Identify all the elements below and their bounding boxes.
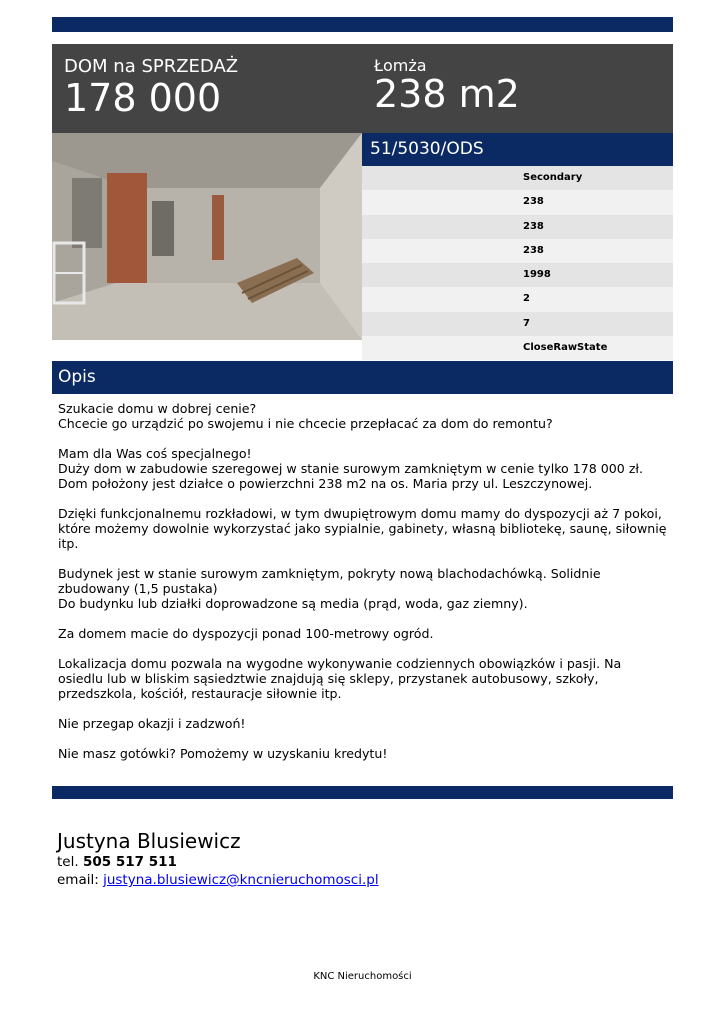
description-line: Dom położony jest działce o powierzchni 238 m2 na os. Maria przy ul. Leszczynowej.: [58, 476, 593, 491]
description-line: Mam dla Was coś specjalnego!: [58, 446, 252, 461]
description-line: Nie przegap okazji i zadzwoń!: [58, 716, 246, 731]
param-row: 1998: [362, 263, 673, 287]
description-paragraph: [58, 566, 670, 611]
listing-area: 238 m2: [374, 72, 520, 116]
listing-type: DOM na SPRZEDAŻ: [64, 56, 239, 77]
description-paragraph: [58, 656, 670, 701]
description-line: Szukacie domu w dobrej cenie?: [58, 401, 257, 416]
property-photo-image: [52, 133, 362, 340]
description-line: Lokalizacja domu pozwala na wygodne wykonywanie codziennych obowiązków i pasji. Na osiedlu lub w bliskim sąsiedztwie znajdują się sklepy, przystanek autobusowy, szkoły, przedszkola, kościół, restauracje siłownie itp.: [58, 656, 622, 701]
param-row: 2: [362, 287, 673, 311]
agent-email-line: [57, 871, 379, 889]
property-photo: [52, 133, 362, 340]
parameters-table: [362, 166, 673, 360]
listing-header: [52, 44, 673, 133]
param-row: 238: [362, 190, 673, 214]
description-heading: Opis: [52, 361, 673, 394]
description-body: [58, 401, 670, 761]
description-line: Za domem macie do dyspozycji ponad 100-metrowy ogród.: [58, 626, 434, 641]
agent-phone-line: [57, 853, 379, 871]
description-paragraph: [58, 626, 670, 641]
agent-email-label: email:: [57, 872, 99, 888]
listing-price: 178 000: [64, 76, 222, 120]
description-line: Nie masz gotówki? Pomożemy w uzyskaniu kredytu!: [58, 746, 388, 761]
description-paragraph: [58, 401, 670, 431]
agent-phone: 505 517 511: [82, 854, 177, 870]
agent-email-link[interactable]: justyna.blusiewicz@kncnieruchomosci.pl: [103, 872, 379, 888]
description-line: Dzięki funkcjonalnemu rozkładowi, w tym dwupiętrowym domu mamy do dyspozycji aż 7 pokoi, które możemy dowolnie wykorzystać jako sypialnie, gabinety, własną bibliotekę, saunę, siłownię itp.: [58, 506, 667, 551]
section-divider-bar: [52, 786, 673, 799]
description-line: Chcecie go urządzić po swojemu i nie chcecie przepłacać za dom do remontu?: [58, 416, 553, 431]
agent-contact: [57, 829, 379, 889]
top-accent-bar: [52, 17, 673, 32]
description-line: Budynek jest w stanie surowym zamkniętym, pokryty nową blachodachówką. Solidnie zbudowany (1,5 pustaka): [58, 566, 601, 596]
listing-city: Łomża: [374, 56, 427, 75]
agent-name: Justyna Blusiewicz: [57, 829, 241, 853]
description-paragraph: [58, 506, 670, 551]
description-paragraph: [58, 446, 670, 491]
description-paragraph: [58, 716, 670, 731]
agent-phone-label: tel.: [57, 854, 79, 870]
param-row: 238: [362, 215, 673, 239]
description-paragraph: [58, 746, 670, 761]
description-line: Do budynku lub działki doprowadzone są media (prąd, woda, gaz ziemny).: [58, 596, 528, 611]
param-row: Secondary: [362, 166, 673, 190]
footer-company: KNC Nieruchomości: [313, 971, 412, 982]
param-row: CloseRawState: [362, 336, 673, 360]
description-line: Duży dom w zabudowie szeregowej w stanie surowym zamkniętym w cenie tylko 178 000 zł.: [58, 461, 644, 476]
param-row: 238: [362, 239, 673, 263]
listing-reference: 51/5030/ODS: [362, 133, 673, 166]
param-row: 7: [362, 312, 673, 336]
